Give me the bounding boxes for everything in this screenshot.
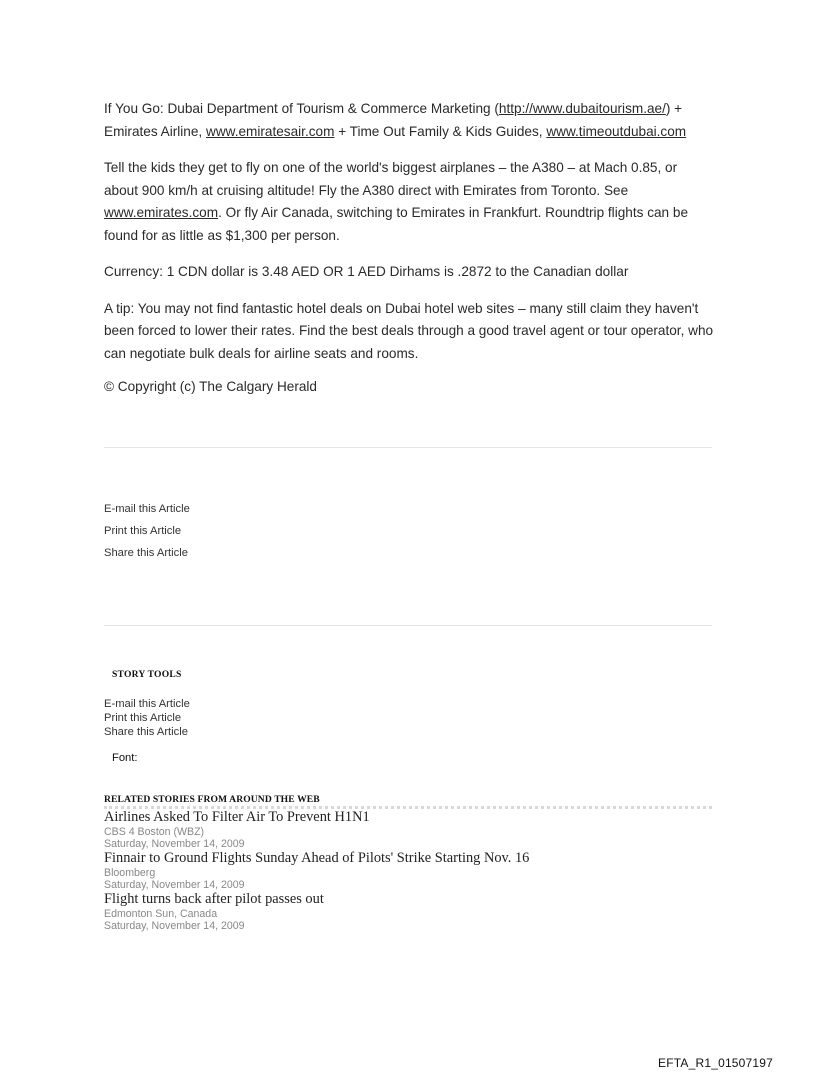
article-body [104, 98, 716, 394]
article-actions [104, 498, 190, 564]
font-size-label: Font: [112, 752, 138, 764]
emirates-air-link[interactable]: www.emiratesair.com [206, 123, 335, 139]
tip-paragraph: A tip: You may not find fantastic hotel deals on Dubai hotel web sites – many still claim they haven't been forced to lower their rates. Find the best deals through a good travel agent or tour operator, who can negotiate bulk deals for airline seats and rooms. [104, 300, 714, 361]
story-date: Saturday, November 14, 2009 [104, 879, 245, 891]
story-source: Bloomberg [104, 867, 156, 879]
story-tools-heading: STORY TOOLS [112, 669, 182, 680]
share-article-link[interactable]: Share this Article [104, 726, 188, 738]
story-date: Saturday, November 14, 2009 [104, 920, 245, 932]
flights-text-2: . Or fly Air Canada, switching to Emirates in Frankfurt. Roundtrip flights can be found for as little as $1,300 per person. [104, 205, 689, 243]
email-article-link[interactable]: E-mail this Article [104, 698, 190, 710]
story-title-link[interactable]: Flight turns back after pilot passes out [104, 891, 324, 907]
related-stories-heading: RELATED STORIES FROM AROUND THE WEB [104, 794, 712, 809]
currency-paragraph: Currency: 1 CDN dollar is 3.48 AED OR 1 AED Dirhams is .2872 to the Canadian dollar [104, 264, 629, 279]
list-item [104, 809, 712, 850]
document-id: EFTA_R1_01507197 [658, 1056, 774, 1070]
story-title-link[interactable]: Finnair to Ground Flights Sunday Ahead of Pilots' Strike Starting Nov. 16 [104, 850, 530, 866]
divider [104, 447, 712, 448]
timeout-dubai-link[interactable]: www.timeoutdubai.com [546, 123, 687, 139]
story-tools-links [104, 697, 190, 739]
dubai-tourism-link[interactable]: http://www.dubaitourism.ae/ [498, 101, 666, 116]
if-you-go-paragraph [104, 98, 716, 143]
divider [104, 625, 712, 626]
story-source: CBS 4 Boston (WBZ) [104, 826, 205, 838]
if-you-go-text-2: ) + Emirates Airline, [104, 101, 683, 139]
copyright-notice: © Copyright (c) The Calgary Herald [104, 379, 317, 394]
if-you-go-text-3: + Time Out Family & Kids Guides, [334, 123, 547, 139]
story-source: Edmonton Sun, Canada [104, 908, 218, 920]
flights-paragraph [104, 157, 700, 247]
list-item [104, 891, 712, 932]
story-title-link[interactable]: Airlines Asked To Filter Air To Prevent H1N1 [104, 809, 370, 825]
list-item [104, 850, 712, 891]
print-article-link[interactable]: Print this Article [104, 712, 182, 724]
flights-text: Tell the kids they get to fly on one of the world's biggest airplanes – the A380 – at Mach 0.85, or about 900 km/h at cruising altitude! Fly the A380 direct with Emirates from Toronto. See [104, 160, 678, 198]
related-stories [104, 794, 712, 932]
email-article-link[interactable]: E-mail this Article [104, 503, 190, 515]
emirates-link[interactable]: www.emirates.com [104, 205, 219, 220]
share-article-link[interactable]: Share this Article [104, 547, 188, 559]
print-article-link[interactable]: Print this Article [104, 525, 182, 537]
story-date: Saturday, November 14, 2009 [104, 838, 245, 850]
if-you-go-text: If You Go: Dubai Department of Tourism & Commerce Marketing ( [104, 101, 499, 116]
